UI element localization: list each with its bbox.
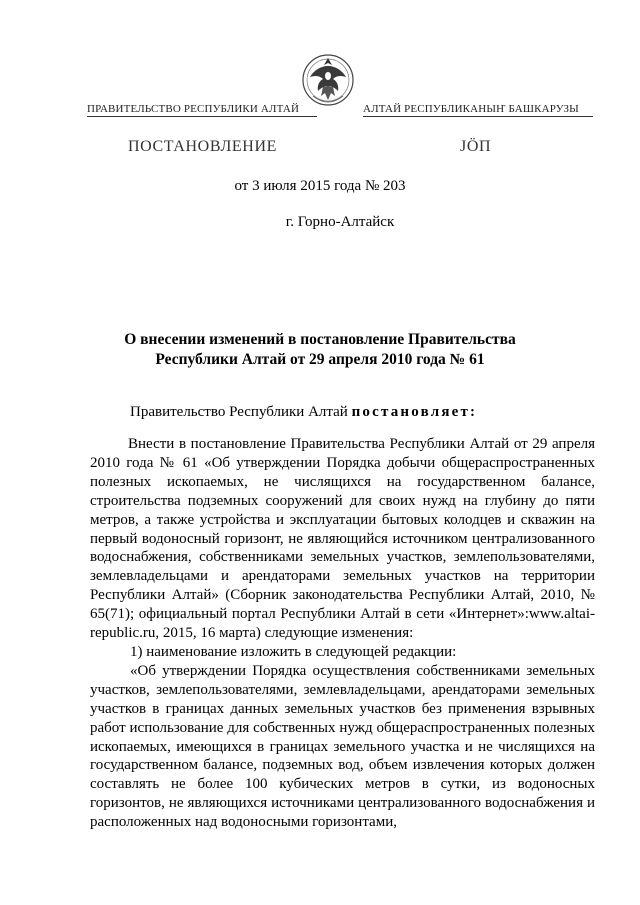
government-name-altai: АЛТАЙ РЕСПУБЛИКАНЫҤ БАШКАРУЗЫ [363,103,579,115]
header-divider-right [363,116,593,117]
coat-of-arms-icon [299,46,357,118]
header-divider-left [87,116,317,117]
resolution-subject: Правительство Республики Алтай [130,404,352,420]
document-date-number: от 3 июля 2015 года № 203 [234,178,406,194]
quoted-paragraph: «Об утверждении Порядка осуществления собственниками земельных участков, землепользователями, землевладельцами, арендаторами земельных участков в границах данных земельных участков без применения взрывных работ использование для собственных нужд общераспространенных полезных ископаемых, имеющихся в границах земельного участка и не числящихся на государственном балансе, подземных вод, объем извлечения которых должен составлять не более 100 кубических метров в сутки, из водоносных горизонтов, не являющихся источниками централизованного водоснабжения и расположенных над водоносными горизонтами, [90,662,595,831]
government-name-russian: ПРАВИТЕЛЬСТВО РЕСПУБЛИКИ АЛТАЙ [87,103,300,115]
document-body [90,435,595,832]
list-item: 1) наименование изложить в следующей редакции: [130,643,457,660]
document-city: г. Горно-Алтайск [285,214,395,230]
document-type-altai: ЈӦП [460,138,492,155]
body-paragraph: Внести в постановление Правительства Республики Алтай от 29 апреля 2010 года № 61 «Об утверждении Порядка добычи общераспространенных полезных ископаемых, не числящихся на государственном балансе, строительства подземных сооружений для своих нужд на глубину до пяти метров, а также устройства и эксплуатации бытовых колодцев и скважин на первый водоносный горизонт, не являющийся источником централизованного водоснабжения, собственниками земельных участков, землепользователями, землевладельцами и арендаторами земельных участков на территории Республики Алтай» (Сборник законодательства Республики Алтай, 2010, № 65(71); официальный портал Республики Алтай в сети «Интернет»:www.altai-republic.ru, 2015, 16 марта) следующие изменения: [90,436,595,642]
document-title-line-2: Республики Алтай от 29 апреля 2010 года № 61 [155,351,485,368]
document-title-line-1: О внесении изменений в постановление Правительства [124,331,516,348]
document-type-russian: ПОСТАНОВЛЕНИЕ [128,138,277,155]
document-title [100,330,540,370]
resolution-clause [130,404,477,421]
resolution-verb: постановляет: [351,404,478,420]
